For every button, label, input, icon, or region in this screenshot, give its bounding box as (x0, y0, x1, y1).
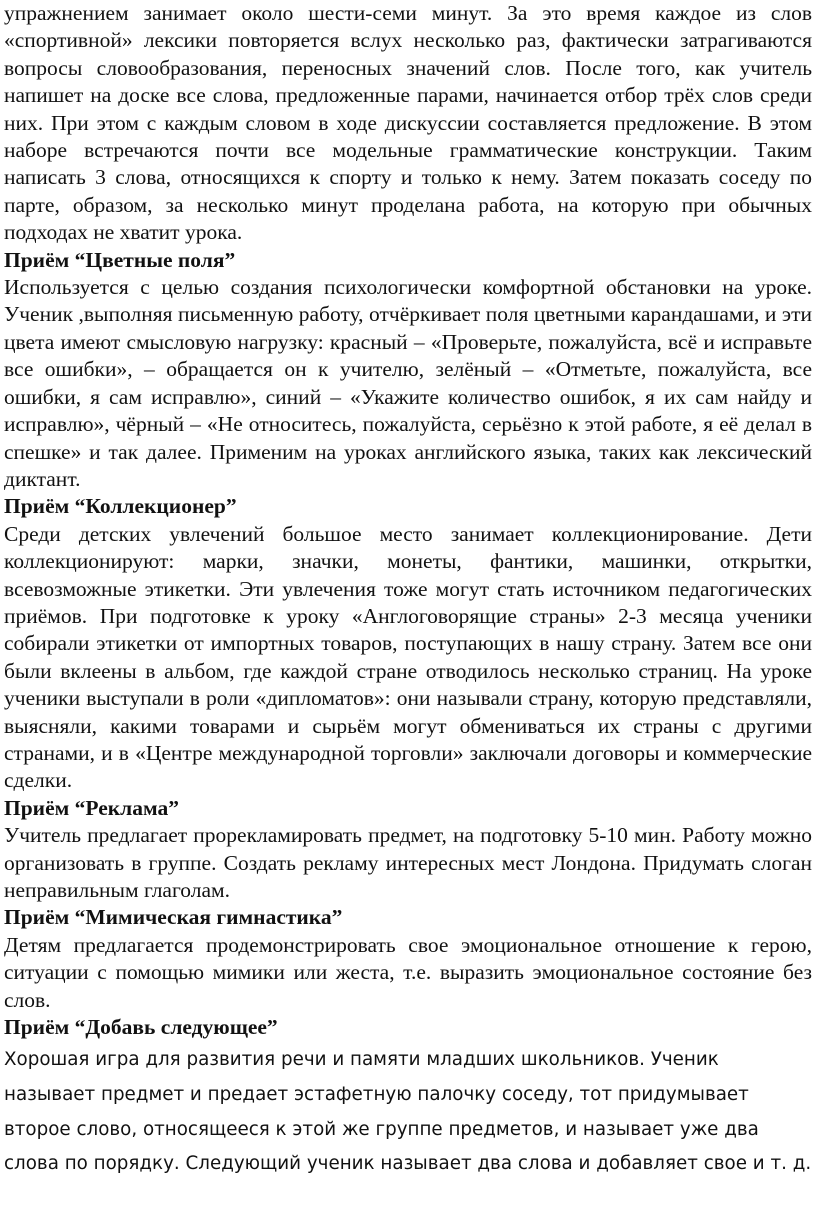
heading-colored-margins: Приём “Цветные поля” (4, 247, 236, 272)
heading-add-next: Приём “Добавь следующее” (4, 1015, 278, 1040)
heading-mimic-gymnastics: Приём “Мимическая гимнастика” (4, 905, 343, 930)
heading-advertisement: Приём “Реклама” (4, 795, 179, 820)
intro-paragraph: упражнением занимает около шести-семи минут. За это время каждое из слов «спортивной» лексики повторяется вслух несколько раз, фактически затрагиваются вопросы словообразования, переносных значений слов. После того, как учитель напишет на доске все слова, предложенные парами, начинается отбор трёх слов среди них. При этом с каждым словом в ходе дискуссии составляется предложение. В этом наборе встречаются почти все модельные грамматические конструкции. Таким написать 3 слова, относящихся к спорту и только к нему. Затем показать соседу по парте, образом, за несколько минут проделана работа, на которую при обычных подходах не хватит урока. (4, 1, 812, 245)
heading-collector: Приём “Коллекционер” (4, 494, 237, 519)
paragraph-colored-margins: Используется с целью создания психологически комфортной обстановки на уроке. Ученик ,выполняя письменную работу, отчёркивает поля цветными карандашами, и эти цвета имеют смысловую нагрузку: красный – «Проверьте, пожалуйста, всё и исправьте все ошибки», – обращается он к учителю, зелёный – «Отметьте, пожалуйста, все ошибки, я сам исправлю», синий – «Укажите количество ошибок, я их сам найду и исправлю», чёрный – «Не относитесь, пожалуйста, серьёзно к этой работе, я её делал в спешке» и так далее. Применим на уроках английского языка, таких как лексический диктант. (4, 275, 812, 491)
paragraph-add-next: Хорошая игра для развития речи и памяти младших школьников. Ученик называет предмет и предает эстафетную палочку соседу, тот придумывает второе слово, относящееся к этой же группе предметов, и называет уже два слова по порядку. Следующий ученик называет два слова и добавляет свое и т. д. (4, 1049, 812, 1175)
paragraph-collector: Среди детских увлечений большое место занимает коллекционирование. Дети коллекционируют: марки, значки, монеты, фантики, машинки, открытки, всевозможные этикетки. Эти увлечения тоже могут стать источником педагогических приёмов. При подготовке к уроку «Англоговорящие страны» 2-3 месяца ученики собирали этикетки от импортных товаров, поступающих в нашу страну. Затем все они были вклеены в альбом, где каждой стране отводилось несколько страниц. На уроке ученики выступали в роли «дипломатов»: они называли страну, которую представляли, выясняли, какими товарами и сырьём могут обмениваться их страны с другими странами, и в «Центре международной торговли» заключали договоры и коммерческие сделки. (4, 521, 812, 793)
paragraph-advertisement: Учитель предлагает прорекламировать предмет, на подготовку 5-10 мин. Работу можно организовать в группе. Создать рекламу интересных мест Лондона. Придумать слоган неправильным глаголам. (4, 823, 812, 902)
paragraph-mimic-gymnastics: Детям предлагается продемонстрировать свое эмоциональное отношение к герою, ситуации с помощью мимики или жеста, т.е. выразить эмоциональное состояние без слов. (4, 932, 812, 1012)
